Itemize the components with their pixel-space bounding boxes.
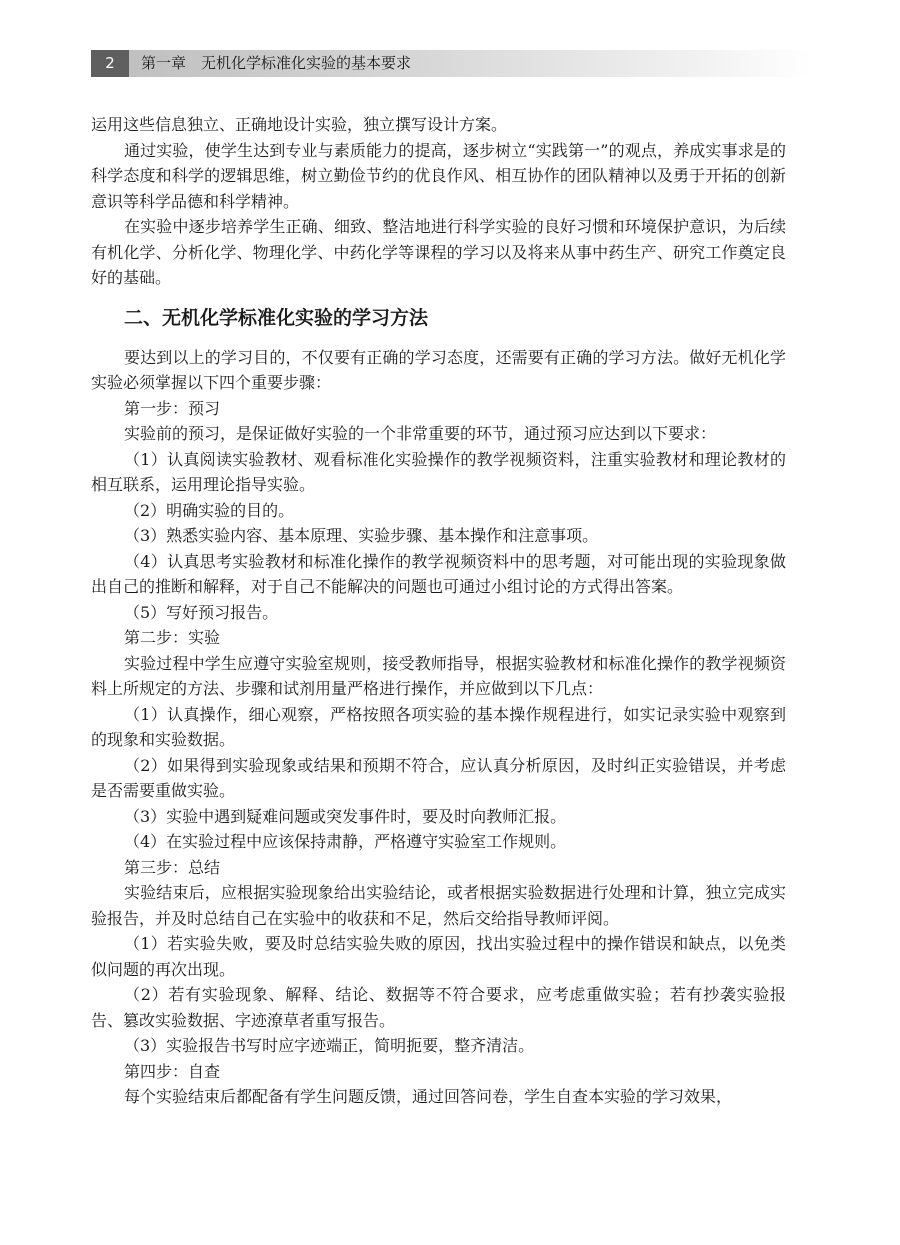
list-item: （2）明确实验的目的。	[124, 500, 295, 520]
paragraph: 每个实验结束后都配备有学生问题反馈，通过回答问卷，学生自查本实验的学习效果，	[124, 1087, 733, 1106]
step-heading: 第二步：实验	[124, 628, 221, 647]
paragraph: 要达到以上的学习目的，不仅要有正确的学习态度，还需要有正确的学习方法。做好无机化学实验必须掌握以下四个重要步骤：	[91, 347, 786, 392]
paragraph: 在实验中逐步培养学生正确、细致、整洁地进行科学实验的良好习惯和环境保护意识，为后续有机化学、分析化学、物理化学、中药化学等课程的学习以及将来从事中药生产、研究工作奠定良好的基础。	[91, 217, 786, 287]
step-heading: 第三步：总结	[124, 857, 221, 877]
list-item: （3）熟悉实验内容、基本原理、实验步骤、基本操作和注意事项。	[124, 526, 599, 545]
step-heading: 第一步：预习	[124, 398, 221, 418]
page-content	[91, 112, 786, 1110]
paragraph: 实验过程中学生应遵守实验室规则，接受教师指导，根据实验教材和标准化操作的教学视频资料上所规定的方法、步骤和试剂用量严格进行操作，并应做到以下几点：	[91, 653, 786, 698]
list-item: （1）认真操作，细心观察，严格按照各项实验的基本操作规程进行，如实记录实验中观察到的现象和实验数据。	[91, 704, 786, 749]
page-number: 2	[91, 50, 129, 77]
list-item: （1）若实验失败，要及时总结实验失败的原因，找出实验过程中的操作错误和缺点，以免类似问题的再次出现。	[91, 934, 786, 979]
list-item: （3）实验中遇到疑难问题或突发事件时，要及时向教师汇报。	[124, 806, 567, 826]
list-item: （2）如果得到实验现象或结果和预期不符合，应认真分析原因，及时纠正实验错误，并考虑是否需要重做实验。	[91, 755, 786, 800]
list-item: （2）若有实验现象、解释、结论、数据等不符合要求，应考虑重做实验；若有抄袭实验报告、篡改实验数据、字迹潦草者重写报告。	[91, 985, 786, 1030]
section-heading: 二、无机化学标准化实验的学习方法	[124, 306, 429, 329]
paragraph: 运用这些信息独立、正确地设计实验，独立撰写设计方案。	[91, 115, 508, 134]
paragraph: 通过实验，使学生达到专业与素质能力的提高，逐步树立“实践第一”的观点，养成实事求是的科学态度和科学的逻辑思维，树立勤俭节约的优良作风、相互协作的团队精神以及勇于开拓的创新意识等科学品德和科学精神。	[91, 140, 786, 211]
list-item: （4）在实验过程中应该保持肃静，严格遵守实验室工作规则。	[124, 832, 567, 851]
list-item: （5）写好预习报告。	[124, 602, 279, 622]
chapter-title: 第一章 无机化学标准化实验的基本要求	[141, 54, 412, 72]
step-heading: 第四步：自查	[124, 1061, 221, 1081]
paragraph: 实验前的预习，是保证做好实验的一个非常重要的环节，通过预习应达到以下要求：	[124, 424, 717, 443]
list-item: （1）认真阅读实验教材、观看标准化实验操作的教学视频资料，注重实验教材和理论教材的相互联系，运用理论指导实验。	[91, 449, 786, 494]
list-item: （4）认真思考实验教材和标准化操作的教学视频资料中的思考题，对可能出现的实验现象做出自己的推断和解释，对于自己不能解决的问题也可通过小组讨论的方式得出答案。	[91, 551, 786, 596]
list-item: （3）实验报告书写时应字迹端正，简明扼要，整齐清洁。	[124, 1036, 535, 1055]
paragraph: 实验结束后，应根据实验现象给出实验结论，或者根据实验数据进行处理和计算，独立完成实验报告，并及时总结自己在实验中的收获和不足，然后交给指导教师评阅。	[91, 883, 786, 928]
